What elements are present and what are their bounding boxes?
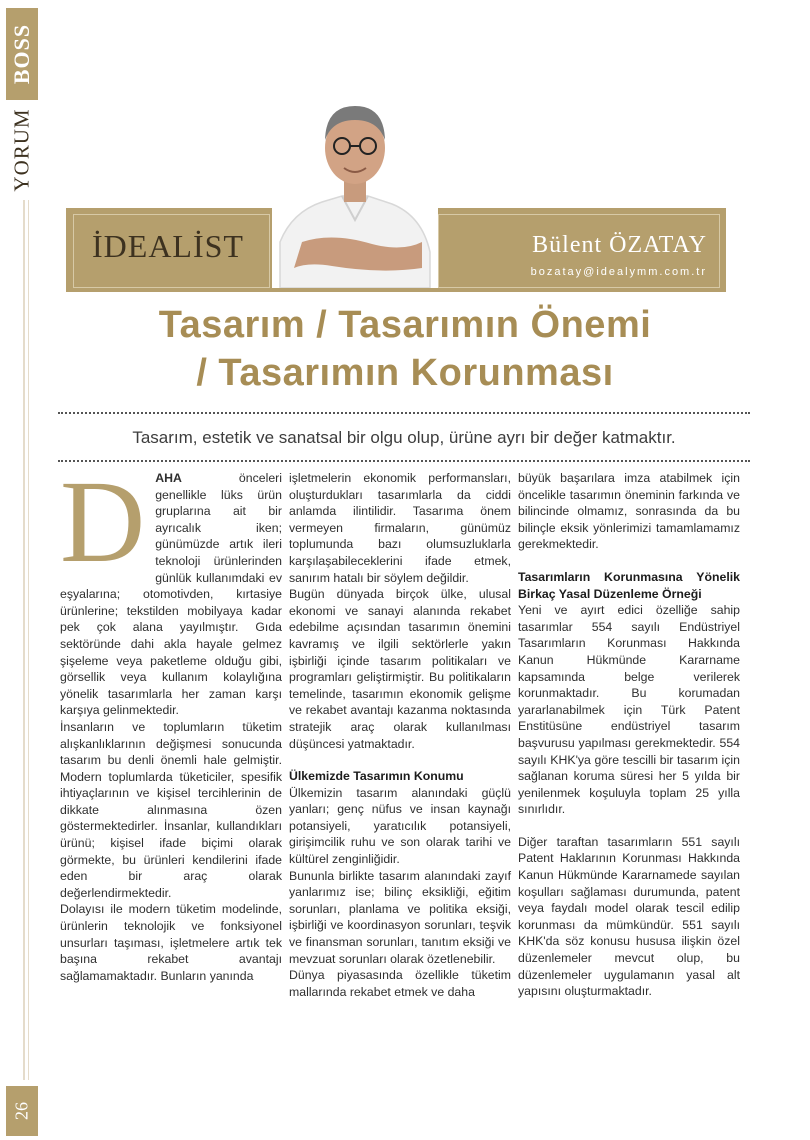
brand-tab	[6, 8, 38, 100]
paragraph: büyük başarılara imza atabilmek için öncelikle tasarımın öneminin farkında ve bilincinde olmamız, sonrasında da bu bilinçle eksik yönlerimizi tamamlamamız gerekmektedir.	[518, 471, 740, 552]
article-column-3	[518, 470, 740, 1000]
article-column-1	[60, 456, 282, 984]
brand-label: BOSS	[9, 23, 34, 85]
sidebar-divider-thin	[28, 200, 29, 1080]
paragraph: Dolayısı ile modern tüketim modelinde, ürünlerin teknolojik ve fonksiyonel unsurları taşıması, işletmelere artık tek başına rekabet avantajı sağlamamaktadır. Bunların yanında	[60, 902, 282, 983]
paragraph: işletmelerin ekonomik performansları, oluşturdukları tasarımlarla da ciddi anlamda ilintilidir. Tasarıma önem vermeyen firmaların, günümüz toplumunda bazı olumsuzluklarla karşılaşabileceklerini ifade etmek, sanırım hatalı bir söylem değildir.	[289, 471, 511, 585]
spacer	[289, 752, 511, 768]
spacer	[518, 553, 740, 569]
article-subtitle: Tasarım, estetik ve sanatsal bir olgu olup, ürüne ayrı bir değer katmaktır.	[132, 428, 676, 447]
section-heading: Ülkemizde Tasarımın Konumu	[289, 769, 464, 784]
section-heading: Tasarımların Korunmasına Yönelik Birkaç Yasal Düzenleme Örneği	[518, 569, 740, 601]
paragraph: Dünya piyasasında özellikle tüketim mallarında rekabet etmek ve daha	[289, 968, 511, 999]
page-number: 26	[11, 1102, 32, 1120]
author-email: bozatay@idealymm.com.tr	[530, 266, 707, 278]
author-portrait	[272, 92, 438, 288]
paragraph: Diğer taraftan tasarımların 551 sayılı Patent Haklarının Korunması Hakkında Kanun Hükmünde Kararnamede sayılan koşulları sağlaması durumunda, patent veya faydalı model olarak tescil edilip korunması da mümkündür. 551 sayılı KHK'da söz konusu hususa ilişkin özel düzenlemeler mevcut olup, bu düzenlemeler uygulamanın yasal alt yapısını oluşturmaktadır.	[518, 834, 740, 999]
paragraph: Bugün dünyada birçok ülke, ulusal ekonomi ve sanayi alanında rekabet edebilme açısından tasarımın önemini kavramış ve ilgili sektörlerle yakın işbirliği içinde tasarım politikaları ve programları geliştirmiştir. Bu politikaların temelinde, tasarımın ekonomik gelişme ve rekabet avantajı kazanma noktasında stratejik araç olarak kullanılması düşüncesi yatmaktadır.	[289, 587, 511, 751]
sidebar	[0, 0, 40, 1140]
dotted-divider-bottom	[58, 460, 750, 462]
paragraph: Ülkemizin tasarım alanındaki güçlü yanları; genç nüfus ve insan kaynağı potansiyeli, yaratıcılık potansiyeli, girişimcilik ruhu ve son olarak tarihi ve kültürel zenginliğidir.	[289, 785, 511, 867]
drop-cap: D	[60, 456, 146, 587]
paragraph: Yeni ve ayırt edici özelliğe sahip tasarımlar 554 sayılı Endüstriyel Tasarımların Korunması Hakkında Kanun Hükmünde Kararname kapsamında belge verilerek korunmaktadır. Bu korumadan yararlanabilmek için Türk Patent Enstitüsüne endüstriyel tasarım başvurusu yapılması gerekmektedir. 554 sayılı KHK'ya göre tescilli bir tasarım için sağlanan koruma süresi her 5 yılda bir yenilenmek koşuluyla toplam 25 yılla sınırlıdır.	[518, 603, 740, 817]
sidebar-divider	[23, 200, 25, 1080]
column-name: İDEALİST	[92, 228, 244, 264]
page-number-tab	[6, 1086, 38, 1136]
dotted-divider-top	[58, 412, 750, 414]
article-title-line1: Tasarım / Tasarımın Önemi	[158, 304, 652, 346]
section-label: YORUM	[9, 108, 34, 192]
article-title-line2: / Tasarımın Korunması	[196, 352, 614, 394]
paragraph-text: önceleri genellikle lüks ürün gruplarına ait bir ayrıcalık iken; günümüzde artık ileri teknoloji ürünlerinden günlük kullanımdaki ev eşyalarına; otomotivden, kırtasiye ürünlerine; tekstilden mobilyaya kadar pek çok alana yayılmıştır. Gıda sektöründe dahi akla hayale gelmez şişeleme veya paketleme olduğu gibi, görsellik veya kullanım kolaylığına yönelik tasarımlarla her zaman karşı karşıya gelinmektedir.	[60, 471, 282, 718]
paragraph: İnsanların ve toplumların tüketim alışkanlıklarının değişmesi sonucunda tasarım bu denli önemli hale gelmiştir. Modern toplumlarda tüketiciler, spesifik ihtiyaçlarının ve kişisel tercihlerinin de dikkate alınmasına özen göstermektedirler. İnsanlar, kullandıkları ürünü; kişisel ifade biçimi olarak görmekte, bu ürünleri kendilerini ifade eden bir araç olarak değerlendirmektedir.	[60, 719, 282, 900]
author-name: Bülent ÖZATAY	[532, 232, 707, 258]
spacer	[518, 818, 740, 834]
lead-bold: AHA	[155, 471, 182, 485]
section-tab	[6, 104, 38, 196]
article-column-2	[289, 470, 511, 1000]
paragraph: Bununla birlikte tasarım alanındaki zayıf yanlarımız ise; bilinç eksikliği, eğitim sorunları, planlama ve politika eksiği, işbirliği ve koordinasyon sorunları, teşvik ve finansman sorunları, tanıtım eksiği ve mevzuat sorunları olarak özetlenebilir.	[289, 868, 511, 966]
